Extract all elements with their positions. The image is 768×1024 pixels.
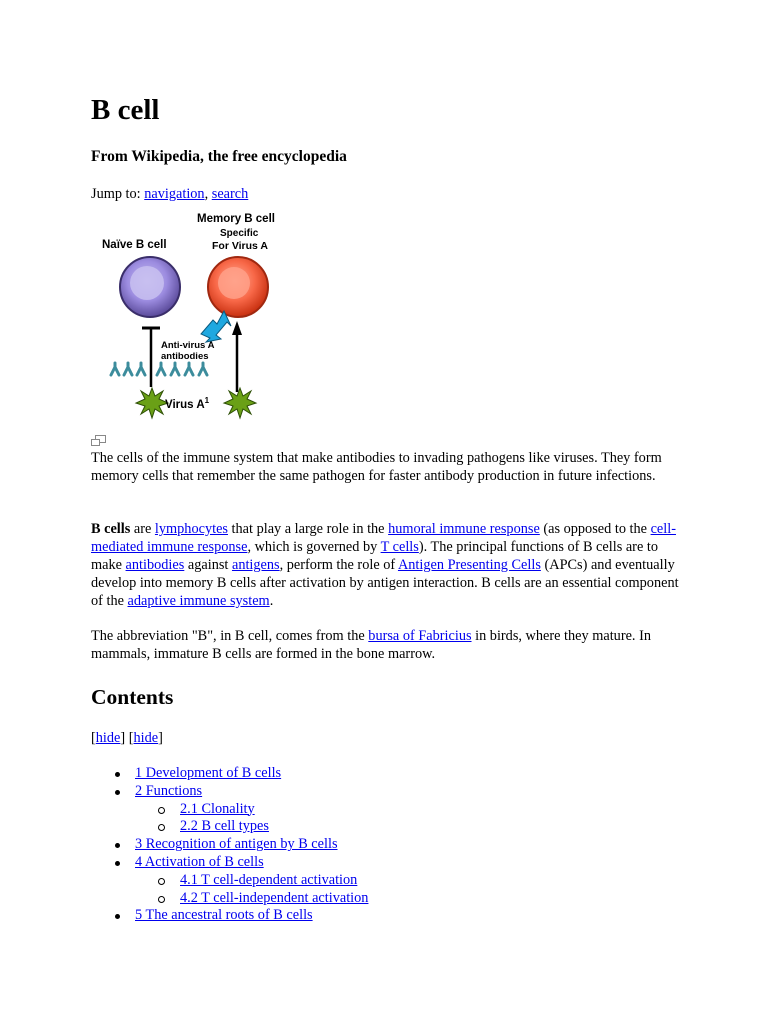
virus-a-left [136, 388, 168, 418]
virus-a-right [224, 388, 256, 418]
bracket: ] [ [120, 730, 134, 746]
link-antigens[interactable]: antigens [231, 557, 280, 573]
jump-to-label: Jump to: [91, 186, 145, 202]
toc-link-clonality[interactable]: 2.1 Clonality [180, 800, 255, 817]
virus-a-label [165, 396, 210, 411]
specific-label: Specific [220, 228, 259, 239]
antibodies-row [111, 363, 207, 375]
activation-arrowhead [232, 321, 242, 335]
antibody [157, 363, 165, 375]
toc-item [91, 765, 368, 783]
text-run: against [184, 557, 232, 573]
bracket: [ [91, 730, 96, 746]
antibody-label-line2: antibodies [161, 351, 209, 362]
bullet-icon [158, 824, 165, 831]
antibody [171, 363, 179, 375]
link-antigen-presenting-cells[interactable]: Antigen Presenting Cells [397, 557, 541, 573]
toc-item [91, 818, 368, 836]
b-cell-diagram[interactable] [100, 207, 300, 427]
bullet-icon [158, 878, 165, 885]
toc-link-t-cell-independent[interactable]: 4.2 T cell-independent activation [180, 889, 369, 906]
toc-link-activation[interactable]: 4 Activation of B cells [135, 853, 264, 870]
link-t-cells[interactable]: T cells [380, 539, 419, 555]
toc-item [91, 890, 368, 908]
bullet-icon [115, 843, 120, 848]
memory-b-cell-label: Memory B cell [197, 213, 275, 225]
enlarge-icon[interactable] [91, 435, 107, 447]
toc-item [91, 907, 368, 925]
text-run: are [130, 521, 155, 537]
intro-paragraph [91, 520, 691, 610]
page-title: B cell [91, 94, 160, 126]
naive-b-cell-label: Naïve B cell [102, 239, 167, 251]
bold-term: B cells [91, 521, 131, 537]
toc-item [91, 783, 368, 801]
link-adaptive-immune-system[interactable]: adaptive immune system [127, 593, 270, 609]
naive-b-cell-nucleus [130, 266, 164, 300]
text-run: (as opposed to the [539, 521, 651, 537]
text-run: The abbreviation "B", in B cell, comes from the [91, 628, 369, 644]
antibody-label-line1: Anti-virus A [161, 340, 215, 351]
jump-to-navigation-link[interactable]: navigation [144, 186, 205, 202]
link-cell-mediated-immune-response[interactable]: cell-mediated immune response [91, 521, 676, 555]
bullet-icon [158, 807, 165, 814]
toc-link-b-cell-types[interactable]: 2.2 B cell types [180, 818, 269, 835]
text-run: , which is governed by [247, 539, 381, 555]
toc-link-ancestral-roots[interactable]: 5 The ancestral roots of B cells [135, 907, 313, 924]
antibody [199, 363, 207, 375]
text-run: in birds, where they mature. In mammals, immature B cells are formed in the bone marrow. [91, 628, 651, 662]
toc-item [91, 836, 368, 854]
toc-item [91, 801, 368, 819]
abbreviation-paragraph [91, 627, 691, 663]
toc-toggle [91, 729, 163, 747]
bracket: ] [158, 730, 163, 746]
text-run: . [269, 593, 274, 609]
jump-to [91, 185, 248, 203]
virus-a-superscript: 1 [204, 396, 210, 405]
hide-toc-link[interactable]: hide [95, 730, 121, 746]
bullet-icon [115, 772, 120, 777]
toc-link-development[interactable]: 1 Development of B cells [135, 765, 282, 781]
virus-a-text: Virus A [165, 399, 205, 411]
toc-item [91, 854, 368, 872]
table-of-contents [91, 765, 368, 925]
link-bursa-of-fabricius[interactable]: bursa of Fabricius [368, 628, 472, 644]
bullet-icon [158, 896, 165, 903]
antibody [185, 363, 193, 375]
toc-link-functions[interactable]: 2 Functions [135, 782, 203, 799]
toc-link-t-cell-dependent[interactable]: 4.1 T cell-dependent activation [180, 871, 358, 888]
text-run: that play a large role in the [227, 521, 389, 537]
jump-to-search-link[interactable]: search [211, 186, 249, 202]
bullet-icon [115, 861, 120, 866]
text-run: (APCs) and eventually develop into memory B cells after activation by antigen interaction. B cells are an essential component of the [91, 557, 679, 609]
text-run: ). The principal functions of B cells are to make [91, 539, 658, 573]
hide-toc-link[interactable]: hide [133, 730, 159, 746]
antibody [137, 363, 145, 375]
site-subtitle: From Wikipedia, the free encyclopedia [91, 148, 347, 165]
jump-to-separator: , [204, 186, 212, 202]
for-virus-a-label: For Virus A [212, 240, 269, 252]
memory-b-cell-nucleus [218, 267, 250, 299]
toc-item [91, 872, 368, 890]
figure-caption: The cells of the immune system that make antibodies to invading pathogens like viruses. They form memory cells that remember the same pathogen for faster antibody production in future infections. [91, 450, 662, 484]
antibody-production-arrow [201, 311, 231, 342]
text-run: , perform the role of [279, 557, 398, 573]
toc-link-recognition[interactable]: 3 Recognition of antigen by B cells [135, 836, 338, 853]
link-lymphocytes[interactable]: lymphocytes [154, 521, 228, 537]
link-antibodies[interactable]: antibodies [125, 557, 185, 573]
antibody [124, 363, 132, 375]
antibody [111, 363, 119, 375]
contents-heading: Contents [91, 685, 174, 709]
bullet-icon [115, 914, 120, 919]
bullet-icon [115, 790, 120, 795]
link-humoral-immune-response[interactable]: humoral immune response [388, 521, 540, 537]
